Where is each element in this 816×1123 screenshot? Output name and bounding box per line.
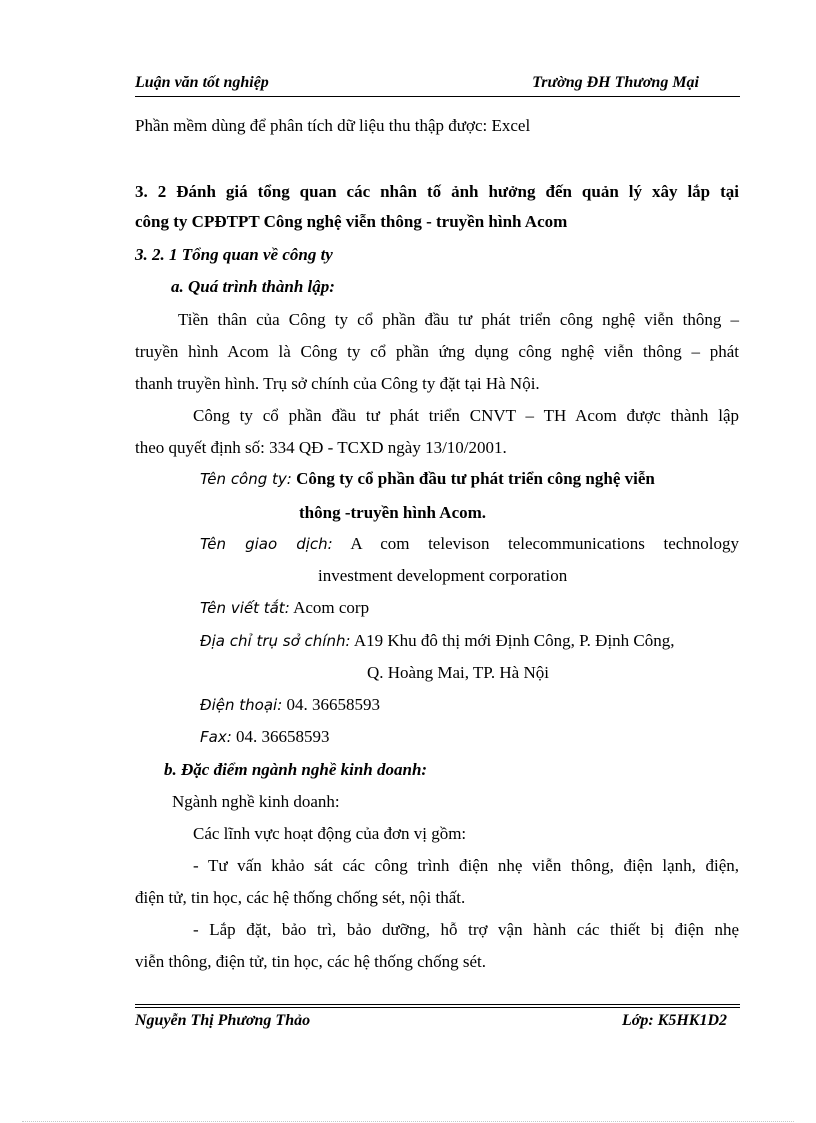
footer-class: Lớp: K5HK1D2 bbox=[621, 1012, 727, 1029]
footer-rule-top bbox=[135, 1004, 740, 1005]
company-name-value-line2: thông -truyền hình Acom. bbox=[299, 503, 487, 522]
footer-author: Nguyễn Thị Phương Thảo bbox=[135, 1012, 311, 1029]
page-header bbox=[135, 72, 739, 96]
company-name-label: Tên công ty: bbox=[200, 470, 292, 488]
trade-name-row bbox=[200, 533, 739, 555]
para1-line2: truyền hình Acom là Công ty cổ phần ứng dụng công nghệ viễn thông – phát bbox=[135, 342, 739, 361]
abbr-value: Acom corp bbox=[293, 598, 370, 617]
business-line1: Ngành nghề kinh doanh: bbox=[172, 792, 340, 811]
abbr-label: Tên viết tắt: bbox=[200, 599, 290, 617]
address-value-line1: A19 Khu đô thị mới Định Công, P. Định Công, bbox=[353, 631, 675, 650]
trade-name-value-line2: investment development corporation bbox=[318, 566, 568, 585]
trade-name-value-line1: A com televison telecommunications technology bbox=[350, 534, 740, 553]
business-item2-line1: - Lắp đặt, bảo trì, bảo dưỡng, hỗ trợ vận hành các thiết bị điện nhẹ bbox=[193, 920, 739, 939]
page-edge-line bbox=[22, 1121, 794, 1122]
business-line2: Các lĩnh vực hoạt động của đơn vị gồm: bbox=[193, 824, 467, 843]
company-name-row bbox=[200, 468, 655, 490]
section-3-2-1-title: 3. 2. 1 Tổng quan về công ty bbox=[135, 245, 333, 264]
address-label: Địa chỉ trụ sở chính: bbox=[200, 632, 351, 650]
abbr-row bbox=[200, 597, 369, 619]
business-item2-line2: viễn thông, điện tử, tin học, các hệ thống chống sét. bbox=[135, 952, 487, 971]
phone-label: Điện thoại: bbox=[200, 696, 283, 714]
subsection-b-title: b. Đặc điểm ngành nghề kinh doanh: bbox=[164, 760, 428, 779]
business-item1-line1: - Tư vấn khảo sát các công trình điện nhẹ viễn thông, điện lạnh, điện, bbox=[193, 856, 739, 875]
para2-line1: Công ty cổ phần đầu tư phát triển CNVT – TH Acom được thành lập bbox=[193, 406, 739, 425]
header-university: Trường ĐH Thương Mại bbox=[532, 74, 699, 91]
business-item1-line2: điện tử, tin học, các hệ thống chống sét, nội thất. bbox=[135, 888, 466, 907]
fax-value: 04. 36658593 bbox=[236, 727, 330, 746]
section-3-2-title-line1: 3. 2 Đánh giá tổng quan các nhân tố ảnh hưởng đến quản lý xây lắp tại bbox=[135, 182, 739, 201]
fax-row bbox=[200, 726, 330, 748]
fax-label: Fax: bbox=[200, 728, 232, 746]
header-rule bbox=[135, 96, 740, 97]
company-name-value-line1: Công ty cổ phần đầu tư phát triển công nghệ viễn bbox=[296, 469, 655, 488]
header-thesis-label: Luận văn tốt nghiệp bbox=[135, 74, 269, 91]
para1-line3: thanh truyền hình. Trụ sở chính của Công ty đặt tại Hà Nội. bbox=[135, 374, 540, 393]
footer-rule-bottom bbox=[135, 1007, 740, 1008]
address-value-line2: Q. Hoàng Mai, TP. Hà Nội bbox=[367, 663, 549, 682]
address-row bbox=[200, 630, 675, 652]
phone-value: 04. 36658593 bbox=[286, 695, 381, 714]
para1-line1: Tiền thân của Công ty cổ phần đầu tư phát triển công nghệ viễn thông – bbox=[178, 310, 739, 329]
page-footer bbox=[135, 1012, 739, 1034]
trade-name-label: Tên giao dịch: bbox=[200, 535, 333, 553]
section-3-2-title-line2: công ty CPĐTPT Công nghệ viễn thông - truyền hình Acom bbox=[135, 212, 568, 231]
para2-line2: theo quyết định số: 334 QĐ - TCXD ngày 13/10/2001. bbox=[135, 438, 507, 457]
intro-line: Phần mềm dùng để phân tích dữ liệu thu thập được: Excel bbox=[135, 116, 531, 135]
phone-row bbox=[200, 694, 380, 716]
subsection-a-title: a. Quá trình thành lập: bbox=[171, 277, 335, 296]
